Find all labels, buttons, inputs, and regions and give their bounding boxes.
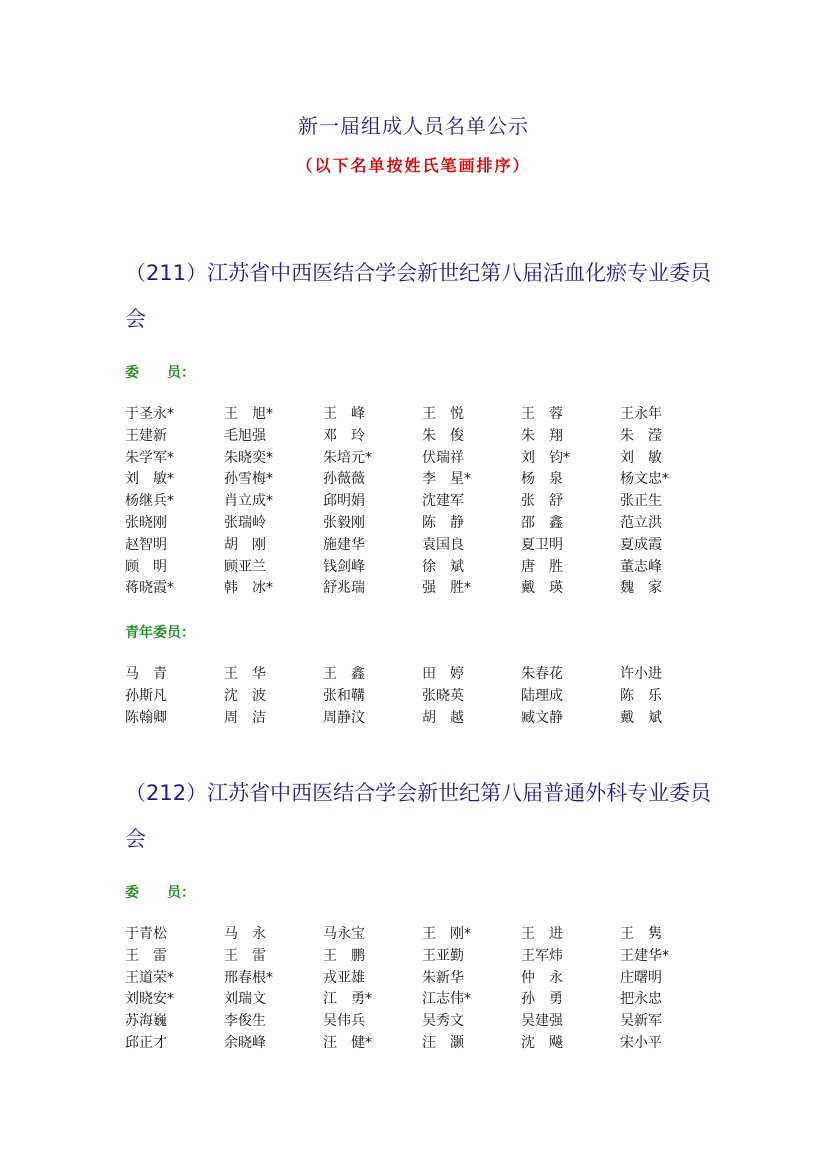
member-name: 赵智明 [125, 536, 167, 553]
member-name: 马 永 [224, 926, 266, 942]
member-name: 把永忠 [620, 991, 662, 1008]
member-name: 王建新 [125, 427, 167, 444]
member-name: 邱正才 [125, 1034, 167, 1051]
member-name: 王 雷 [125, 947, 167, 964]
member-name: 王 刚* [422, 926, 471, 942]
member-name: 张晓刚 [125, 514, 167, 531]
member-name: 江 勇* [323, 991, 372, 1008]
member-name: 刘 敏* [125, 471, 174, 488]
member-name: 钱剑峰 [323, 558, 365, 575]
member-name: 王永年 [620, 406, 662, 422]
member-name: 江志伟* [422, 991, 471, 1008]
member-name: 杨文忠* [620, 471, 669, 488]
member-name: 范立洪 [620, 514, 662, 531]
member-name: 朱培元* [323, 449, 372, 466]
member-name: 夏卫明 [521, 536, 563, 553]
member-name: 孙雪梅* [224, 471, 273, 488]
member-name: 孙斯凡 [125, 687, 167, 704]
member-name: 马永宝 [323, 926, 365, 942]
member-name: 余晓峰 [224, 1034, 266, 1051]
member-name: 张晓英 [422, 687, 464, 704]
member-name: 朱 滢 [620, 427, 662, 444]
member-name: 庄曙明 [620, 969, 662, 986]
member-name: 陆理成 [521, 687, 563, 704]
committee-label-212: 委 员： [125, 885, 195, 901]
committee-label-211: 委 员： [125, 365, 195, 381]
member-name: 杨 泉 [521, 471, 563, 488]
member-name: 张瑞岭 [224, 514, 266, 531]
member-name: 朱春花 [521, 666, 563, 682]
member-name: 王 峰 [323, 406, 365, 422]
member-name: 周 洁 [224, 709, 266, 726]
member-name: 王 鹏 [323, 947, 365, 964]
member-name: 吴新军 [620, 1013, 662, 1030]
section-title-212: （212）江苏省中西医结合学会新世纪第八届普通外科专业委员会 [125, 781, 712, 851]
member-name: 王 旭* [224, 406, 273, 422]
member-name: 马 青 [125, 666, 167, 682]
member-name: 张毅刚 [323, 514, 365, 531]
member-name: 王军炜 [521, 947, 563, 964]
member-name: 顾 明 [125, 558, 167, 575]
member-name: 强 胜* [422, 580, 471, 597]
member-name: 张和鞲 [323, 687, 365, 704]
member-name: 苏海巍 [125, 1013, 167, 1030]
member-name: 吴伟兵 [323, 1013, 365, 1030]
member-name: 宋小平 [620, 1034, 662, 1051]
member-name: 朱学军* [125, 449, 174, 466]
member-name: 夏成霞 [620, 536, 662, 553]
member-name: 舒兆瑞 [323, 580, 365, 597]
member-name: 邓 玲 [323, 427, 365, 444]
member-name: 吴建强 [521, 1013, 563, 1030]
youth-label-211: 青年委员： [125, 625, 195, 641]
member-name: 戎亚雄 [323, 969, 365, 986]
member-name: 董志峰 [620, 558, 662, 575]
page-title: 新一届组成人员名单公示 [298, 114, 529, 138]
member-name: 沈 波 [224, 687, 266, 704]
member-name: 李俊生 [224, 1013, 266, 1030]
member-name: 于圣永* [125, 406, 174, 422]
member-name: 胡 越 [422, 709, 464, 726]
youth-members-211 [125, 663, 725, 728]
member-name: 戴 斌 [620, 709, 662, 726]
member-name: 邱明娟 [323, 493, 365, 510]
member-name: 朱新华 [422, 969, 464, 986]
member-name: 田 婷 [422, 666, 464, 682]
section-title-211: （211）江苏省中西医结合学会新世纪第八届活血化瘀专业委员会 [125, 261, 712, 331]
member-name: 王亚勤 [422, 947, 464, 964]
member-name: 朱 翔 [521, 427, 563, 444]
member-name: 朱 俊 [422, 427, 464, 444]
member-name: 于青松 [125, 926, 167, 942]
member-name: 张 舒 [521, 493, 563, 510]
member-name: 毛旭强 [224, 427, 266, 444]
member-name: 顾亚兰 [224, 558, 266, 575]
member-name: 王 隽 [620, 926, 662, 942]
member-name: 臧文静 [521, 709, 563, 726]
member-name: 刘晓安* [125, 991, 174, 1008]
member-name: 陈 乐 [620, 687, 662, 704]
member-name: 王 蓉 [521, 406, 563, 422]
member-name: 胡 刚 [224, 536, 266, 553]
member-name: 王道荣* [125, 969, 174, 986]
member-name: 邵 鑫 [521, 514, 563, 531]
member-name: 杨继兵* [125, 493, 174, 510]
page-subtitle: （以下名单按姓氏笔画排序） [296, 156, 531, 175]
member-name: 魏 家 [620, 580, 662, 597]
member-name: 朱晓奕* [224, 449, 273, 466]
member-name: 肖立成* [224, 493, 273, 510]
member-name: 戴 瑛 [521, 580, 563, 597]
member-name: 王 华 [224, 666, 266, 682]
member-name: 沈 飚 [521, 1034, 563, 1051]
member-name: 汪 健* [323, 1034, 372, 1051]
member-name: 王 进 [521, 926, 563, 942]
member-name: 孙 勇 [521, 991, 563, 1008]
member-name: 孙薇薇 [323, 471, 365, 488]
member-name: 伏瑞祥 [422, 449, 464, 466]
member-name: 蒋晓霞* [125, 580, 174, 597]
member-name: 仲 永 [521, 969, 563, 986]
committee-members-211 [125, 403, 725, 599]
member-name: 刘 敏 [620, 449, 662, 466]
member-name: 陈 静 [422, 514, 464, 531]
member-name: 徐 斌 [422, 558, 464, 575]
member-name: 施建华 [323, 536, 365, 553]
member-name: 李 星* [422, 471, 471, 488]
member-name: 刘瑞文 [224, 991, 266, 1008]
member-name: 王 雷 [224, 947, 266, 964]
member-name: 许小进 [620, 666, 662, 682]
member-name: 刘 钧* [521, 449, 570, 466]
member-name: 汪 灏 [422, 1034, 464, 1051]
member-name: 张正生 [620, 493, 662, 510]
committee-members-212 [125, 923, 725, 1054]
member-name: 唐 胜 [521, 558, 563, 575]
member-name: 王 悦 [422, 406, 464, 422]
member-name: 韩 冰* [224, 580, 273, 597]
member-name: 邢春根* [224, 969, 273, 986]
member-name: 吴秀文 [422, 1013, 464, 1030]
member-name: 王建华* [620, 947, 669, 964]
member-name: 袁国良 [422, 536, 464, 553]
member-name: 陈翰卿 [125, 709, 167, 726]
member-name: 沈建军 [422, 493, 464, 510]
member-name: 王 鑫 [323, 666, 365, 682]
member-name: 周静汶 [323, 709, 365, 726]
